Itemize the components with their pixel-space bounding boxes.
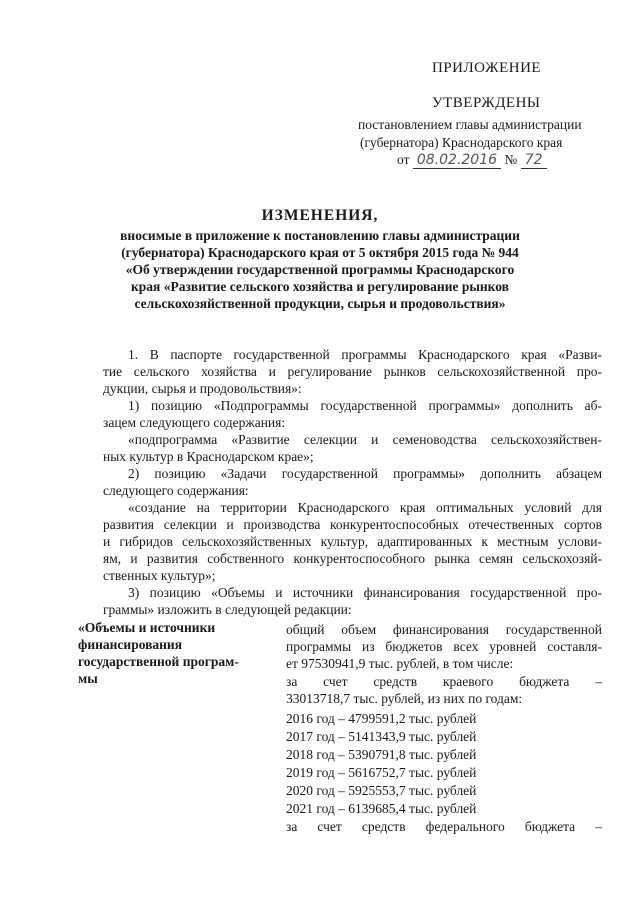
approval-line-1: постановлением главы администрации (358, 117, 582, 132)
table-right-line: 33013718,7 тыс. рублей, из них по годам: (286, 691, 523, 706)
paragraph-line: и гибридов сельскохозяйственных культур, адаптированных к местным услови- (103, 534, 602, 549)
paragraph-line: «создание на территории Краснодарского края оптимальных условий для (128, 500, 602, 515)
paragraph-line: дукции, сырья и продовольствия»: (103, 381, 302, 396)
year-amount-line: 2019 год – 5616752,7 тыс. рублей (286, 765, 477, 780)
paragraph-line: развития селекции и производства конкурентоспособных отечественных сортов (103, 517, 602, 532)
paragraph-line: ственных культур»; (103, 568, 216, 583)
paragraph-line: ных культур в Краснодарском крае»; (103, 449, 314, 464)
table-right-line: за счет средств краевого бюджета – (286, 674, 602, 689)
paragraph-line: 3) позицию «Объемы и источники финансирования государственной про- (128, 585, 602, 600)
subtitle-line: «Об утверждении государственной программы Краснодарского (125, 262, 515, 277)
approval-line-2: (губернатора) Краснодарского края (360, 135, 563, 150)
appendix-label: ПРИЛОЖЕНИЕ (432, 60, 542, 76)
table-left-cell (78, 619, 268, 687)
paragraph-line: 1) позицию «Подпрограммы государственной программы» дополнить аб- (128, 398, 602, 413)
subtitle-line: сельскохозяйственной продукции, сырья и продовольствия» (134, 296, 506, 311)
year-amount-line: 2017 год – 5141343,9 тыс. рублей (286, 729, 477, 744)
year-amount-line: 2016 год – 4799591,2 тыс. рублей (286, 711, 477, 726)
table-left-line: финансирования (78, 637, 183, 652)
subtitle-line: вносимые в приложение к постановлению главы администрации (120, 228, 520, 243)
table-left-line: мы (78, 671, 98, 686)
table-left-line: государственной програм- (78, 654, 239, 669)
year-amount-line: 2018 год – 5390791,8 тыс. рублей (286, 747, 477, 762)
year-amount-line: 2020 год – 5925553,7 тыс. рублей (286, 783, 477, 798)
handwritten-number: 72 (521, 152, 547, 169)
paragraph-line: ям, и развития собственного конкурентоспособного рынка семян сельскохозяй- (103, 551, 602, 566)
table-right-line: программы из бюджетов всех уровней составля- (286, 639, 602, 654)
paragraph-line: 1. В паспорте государственной программы Краснодарского края «Разви- (128, 347, 602, 362)
approved-label: УТВЕРЖДЕНЫ (432, 95, 541, 111)
handwritten-date: 08.02.2016 (413, 152, 501, 169)
paragraph-line: «подпрограмма «Развитие селекции и семеноводства сельскохозяйствен- (128, 432, 602, 447)
date-prefix: от (397, 152, 410, 167)
paragraph-line: зацем следующего содержания: (103, 415, 286, 430)
subtitle-line: (губернатора) Краснодарского края от 5 октября 2015 года № 944 (121, 245, 519, 260)
subtitle-line: края «Развитие сельского хозяйства и регулирование рынков (131, 279, 509, 294)
approval-date-line (397, 152, 547, 169)
paragraph-line: 2) позицию «Задачи государственной программы» дополнить абзацем (128, 466, 602, 481)
table-right-line: общий объем финансирования государственной (286, 622, 602, 637)
year-amount-line: 2021 год – 6139685,4 тыс. рублей (286, 801, 477, 816)
document-title: ИЗМЕНЕНИЯ, (261, 207, 379, 224)
federal-budget-line: за счет средств федерального бюджета – (286, 819, 602, 834)
paragraph-line: тие сельского хозяйства и регулирование рынков сельскохозяйственной про- (103, 364, 602, 379)
table-right-line: ет 97530941,9 тыс. рублей, в том числе: (286, 656, 514, 671)
number-prefix: № (504, 152, 518, 167)
paragraph-line: следующего содержания: (103, 483, 249, 498)
paragraph-line: граммы» изложить в следующей редакции: (103, 602, 352, 617)
table-left-line: «Объемы и источники (78, 620, 216, 635)
